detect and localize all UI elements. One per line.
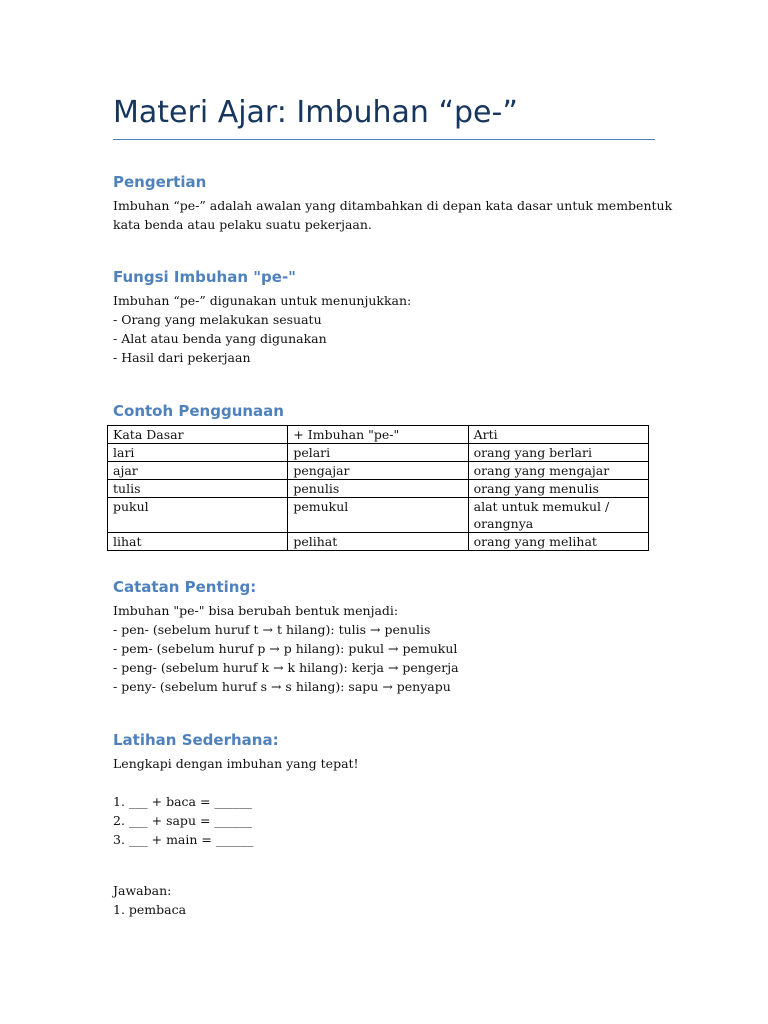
table-cell: pelari bbox=[288, 444, 468, 462]
latihan-item: 3. ___ + main = ______ bbox=[113, 832, 254, 847]
fungsi-line: - Hasil dari pekerjaan bbox=[113, 350, 251, 365]
table-row bbox=[108, 444, 649, 462]
table-row bbox=[108, 498, 649, 533]
jawaban-item: 1. pembaca bbox=[113, 902, 187, 917]
heading-latihan: Latihan Sederhana: bbox=[113, 731, 279, 749]
table-header-cell: Arti bbox=[468, 426, 648, 444]
table-cell: lihat bbox=[108, 533, 288, 551]
table-cell: pelihat bbox=[288, 533, 468, 551]
heading-contoh: Contoh Penggunaan bbox=[113, 402, 284, 420]
table-cell: pengajar bbox=[288, 462, 468, 480]
catatan-line: - peny- (sebelum huruf s → s hilang): sapu → penyapu bbox=[113, 679, 451, 694]
table-row bbox=[108, 480, 649, 498]
catatan-line: - peng- (sebelum huruf k → k hilang): kerja → pengerja bbox=[113, 660, 459, 675]
table-cell: alat untuk memukul / orangnya bbox=[468, 498, 648, 533]
pengertian-line: kata benda atau pelaku suatu pekerjaan. bbox=[113, 217, 372, 232]
table-header-row bbox=[108, 426, 649, 444]
table-cell: lari bbox=[108, 444, 288, 462]
heading-fungsi: Fungsi Imbuhan "pe-" bbox=[113, 268, 296, 286]
catatan-paragraph bbox=[113, 601, 459, 696]
latihan-item: 1. ___ + baca = ______ bbox=[113, 794, 252, 809]
latihan-list bbox=[113, 792, 253, 849]
table-row bbox=[108, 533, 649, 551]
pengertian-line: Imbuhan “pe-” adalah awalan yang ditambahkan di depan kata dasar untuk membentuk bbox=[113, 198, 673, 213]
latihan-instruction: Lengkapi dengan imbuhan yang tepat! bbox=[113, 756, 359, 771]
table-header-cell: Kata Dasar bbox=[108, 426, 288, 444]
fungsi-line: - Orang yang melakukan sesuatu bbox=[113, 312, 322, 327]
table-cell: pemukul bbox=[288, 498, 468, 533]
contoh-table bbox=[107, 425, 649, 551]
table-cell: penulis bbox=[288, 480, 468, 498]
pengertian-paragraph bbox=[113, 196, 672, 234]
heading-pengertian: Pengertian bbox=[113, 173, 207, 191]
title-underline bbox=[113, 139, 655, 140]
latihan-item: 2. ___ + sapu = ______ bbox=[113, 813, 252, 828]
table-cell: orang yang melihat bbox=[468, 533, 648, 551]
table-cell: tulis bbox=[108, 480, 288, 498]
fungsi-paragraph bbox=[113, 291, 411, 367]
fungsi-line: Imbuhan “pe-” digunakan untuk menunjukkan: bbox=[113, 293, 412, 308]
table-cell: orang yang berlari bbox=[468, 444, 648, 462]
jawaban-label: Jawaban: bbox=[113, 883, 172, 898]
table-cell: orang yang mengajar bbox=[468, 462, 648, 480]
page-title: Materi Ajar: Imbuhan “pe-” bbox=[113, 95, 518, 130]
heading-catatan: Catatan Penting: bbox=[113, 578, 257, 596]
table-row bbox=[108, 462, 649, 480]
catatan-line: - pem- (sebelum huruf p → p hilang): pukul → pemukul bbox=[113, 641, 458, 656]
table-cell: ajar bbox=[108, 462, 288, 480]
table-cell: orang yang menulis bbox=[468, 480, 648, 498]
catatan-line: - pen- (sebelum huruf t → t hilang): tulis → penulis bbox=[113, 622, 431, 637]
jawaban-block bbox=[113, 881, 186, 919]
table-header-cell: + Imbuhan "pe-" bbox=[288, 426, 468, 444]
catatan-line: Imbuhan "pe-" bisa berubah bentuk menjadi: bbox=[113, 603, 399, 618]
table-cell: pukul bbox=[108, 498, 288, 533]
fungsi-line: - Alat atau benda yang digunakan bbox=[113, 331, 327, 346]
